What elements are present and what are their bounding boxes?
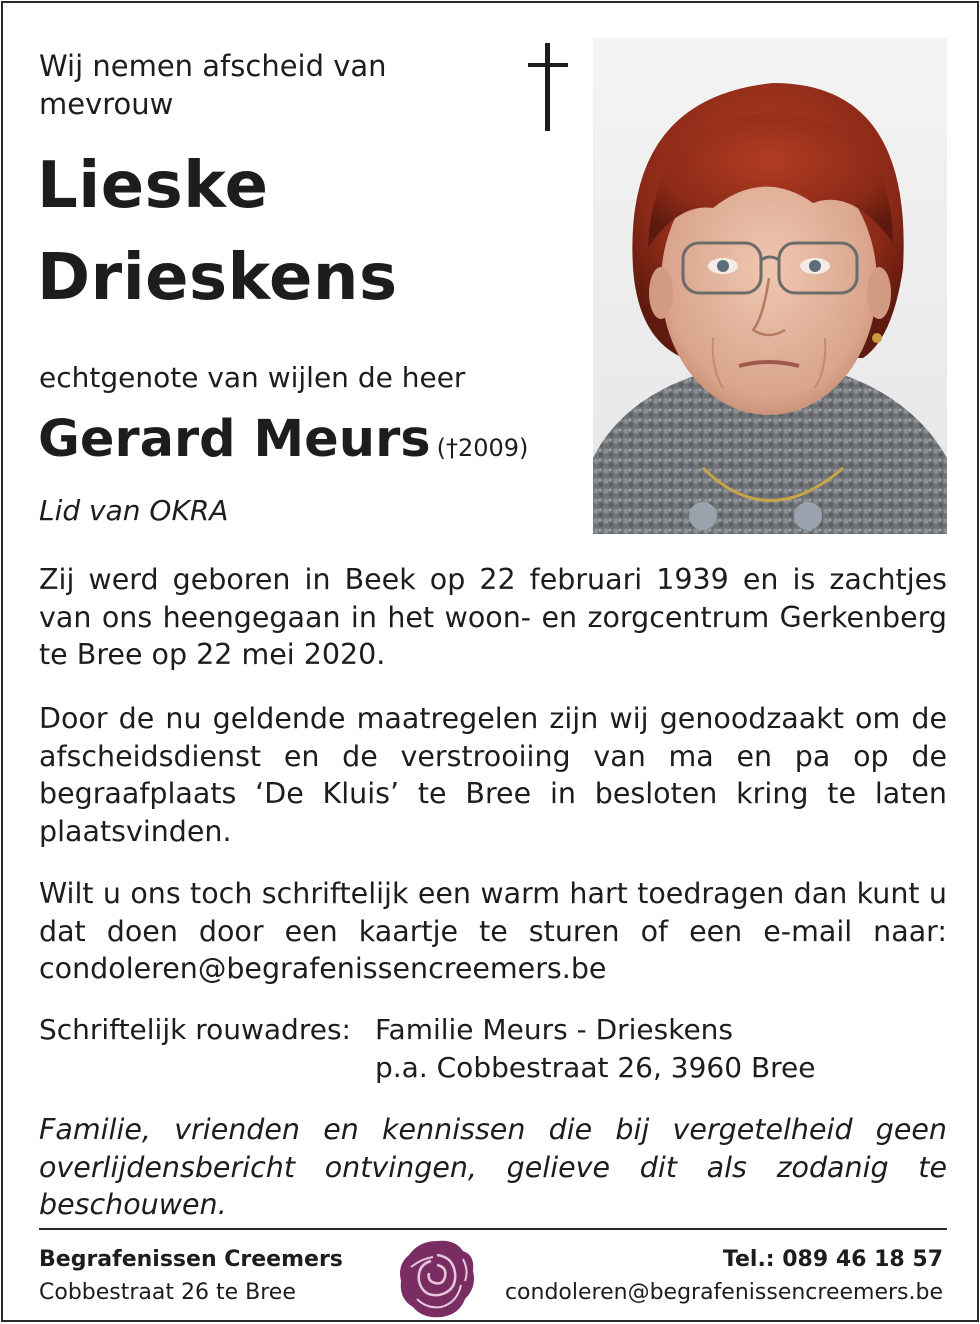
address-line-2: p.a. Cobbestraat 26, 3960 Bree	[375, 1050, 816, 1084]
company-name: Begrafenissen Creemers	[39, 1247, 343, 1272]
address-line-1: Familie Meurs - Drieskens	[375, 1013, 734, 1046]
rose-logo-icon	[397, 1237, 477, 1321]
intro-line-2: mevrouw	[39, 87, 174, 121]
intro-text	[39, 47, 387, 123]
membership: Lid van OKRA	[39, 494, 229, 527]
spouse-intro: echtgenote van wijlen de heer	[39, 361, 466, 394]
footer-divider	[39, 1228, 947, 1230]
intro-line-1: Wij nemen afscheid van	[39, 49, 387, 83]
service-paragraph: Door de nu geldende maatregelen zijn wij genoodzaakt om de afscheidsdienst en de verstrooiing van ma en pa op de begraafplaats ‘De Kluis’ te Bree in besloten kring te laten plaatsvinden.	[39, 702, 947, 848]
company-phone: Tel.: 089 46 18 57	[722, 1247, 943, 1272]
address-label: Schriftelijk rouwadres:	[39, 1013, 351, 1046]
company-email: condoleren@begrafenissencreemers.be	[504, 1280, 943, 1305]
notice-paragraph: Familie, vrienden en kennissen die bij vergetelheid geen overlijdensbericht ontvingen, gelieve dit als zodanig te beschouwen.	[39, 1113, 947, 1221]
spouse-line	[38, 410, 528, 470]
obituary-card	[1, 1, 979, 1322]
company-street: Cobbestraat 26 te Bree	[39, 1280, 296, 1305]
deceased-first-name: Lieske	[37, 149, 269, 223]
condolence-paragraph: Wilt u ons toch schriftelijk een warm hart toedragen dan kunt u dat doen door een kaartje te sturen of een e-mail naar: condoleren@begrafenissencreemers.be	[39, 877, 947, 985]
deceased-last-name: Drieskens	[37, 241, 398, 315]
spouse-name: Gerard Meurs	[38, 410, 431, 469]
birth-paragraph: Zij werd geboren in Beek op 22 februari 1939 en is zachtjes van ons heengegaan in het woon- en zorgcentrum Gerkenberg te Bree op 22 mei 2020.	[39, 563, 947, 671]
cross-icon	[525, 43, 571, 133]
spouse-death-year: (†2009)	[436, 434, 529, 462]
portrait-photo	[593, 38, 947, 534]
